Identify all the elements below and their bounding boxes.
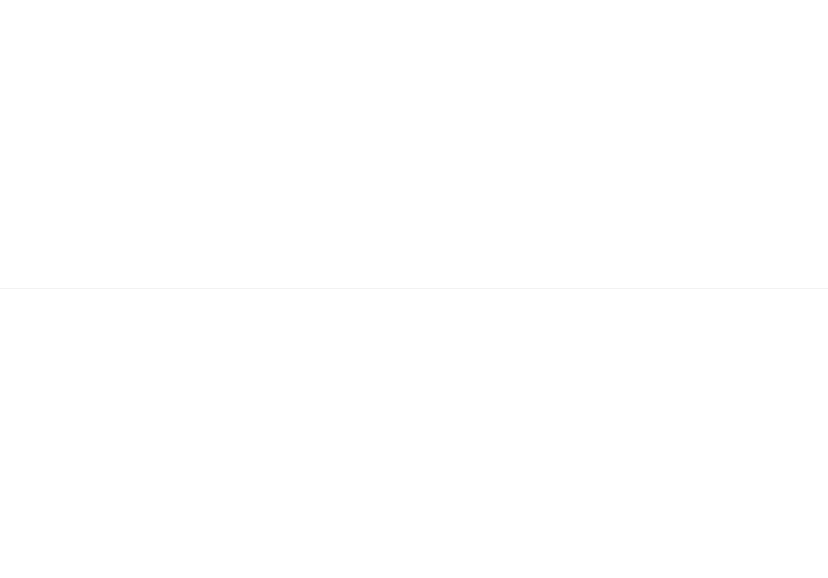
fold-line bbox=[0, 288, 828, 289]
inverted-page-row bbox=[0, 289, 828, 578]
